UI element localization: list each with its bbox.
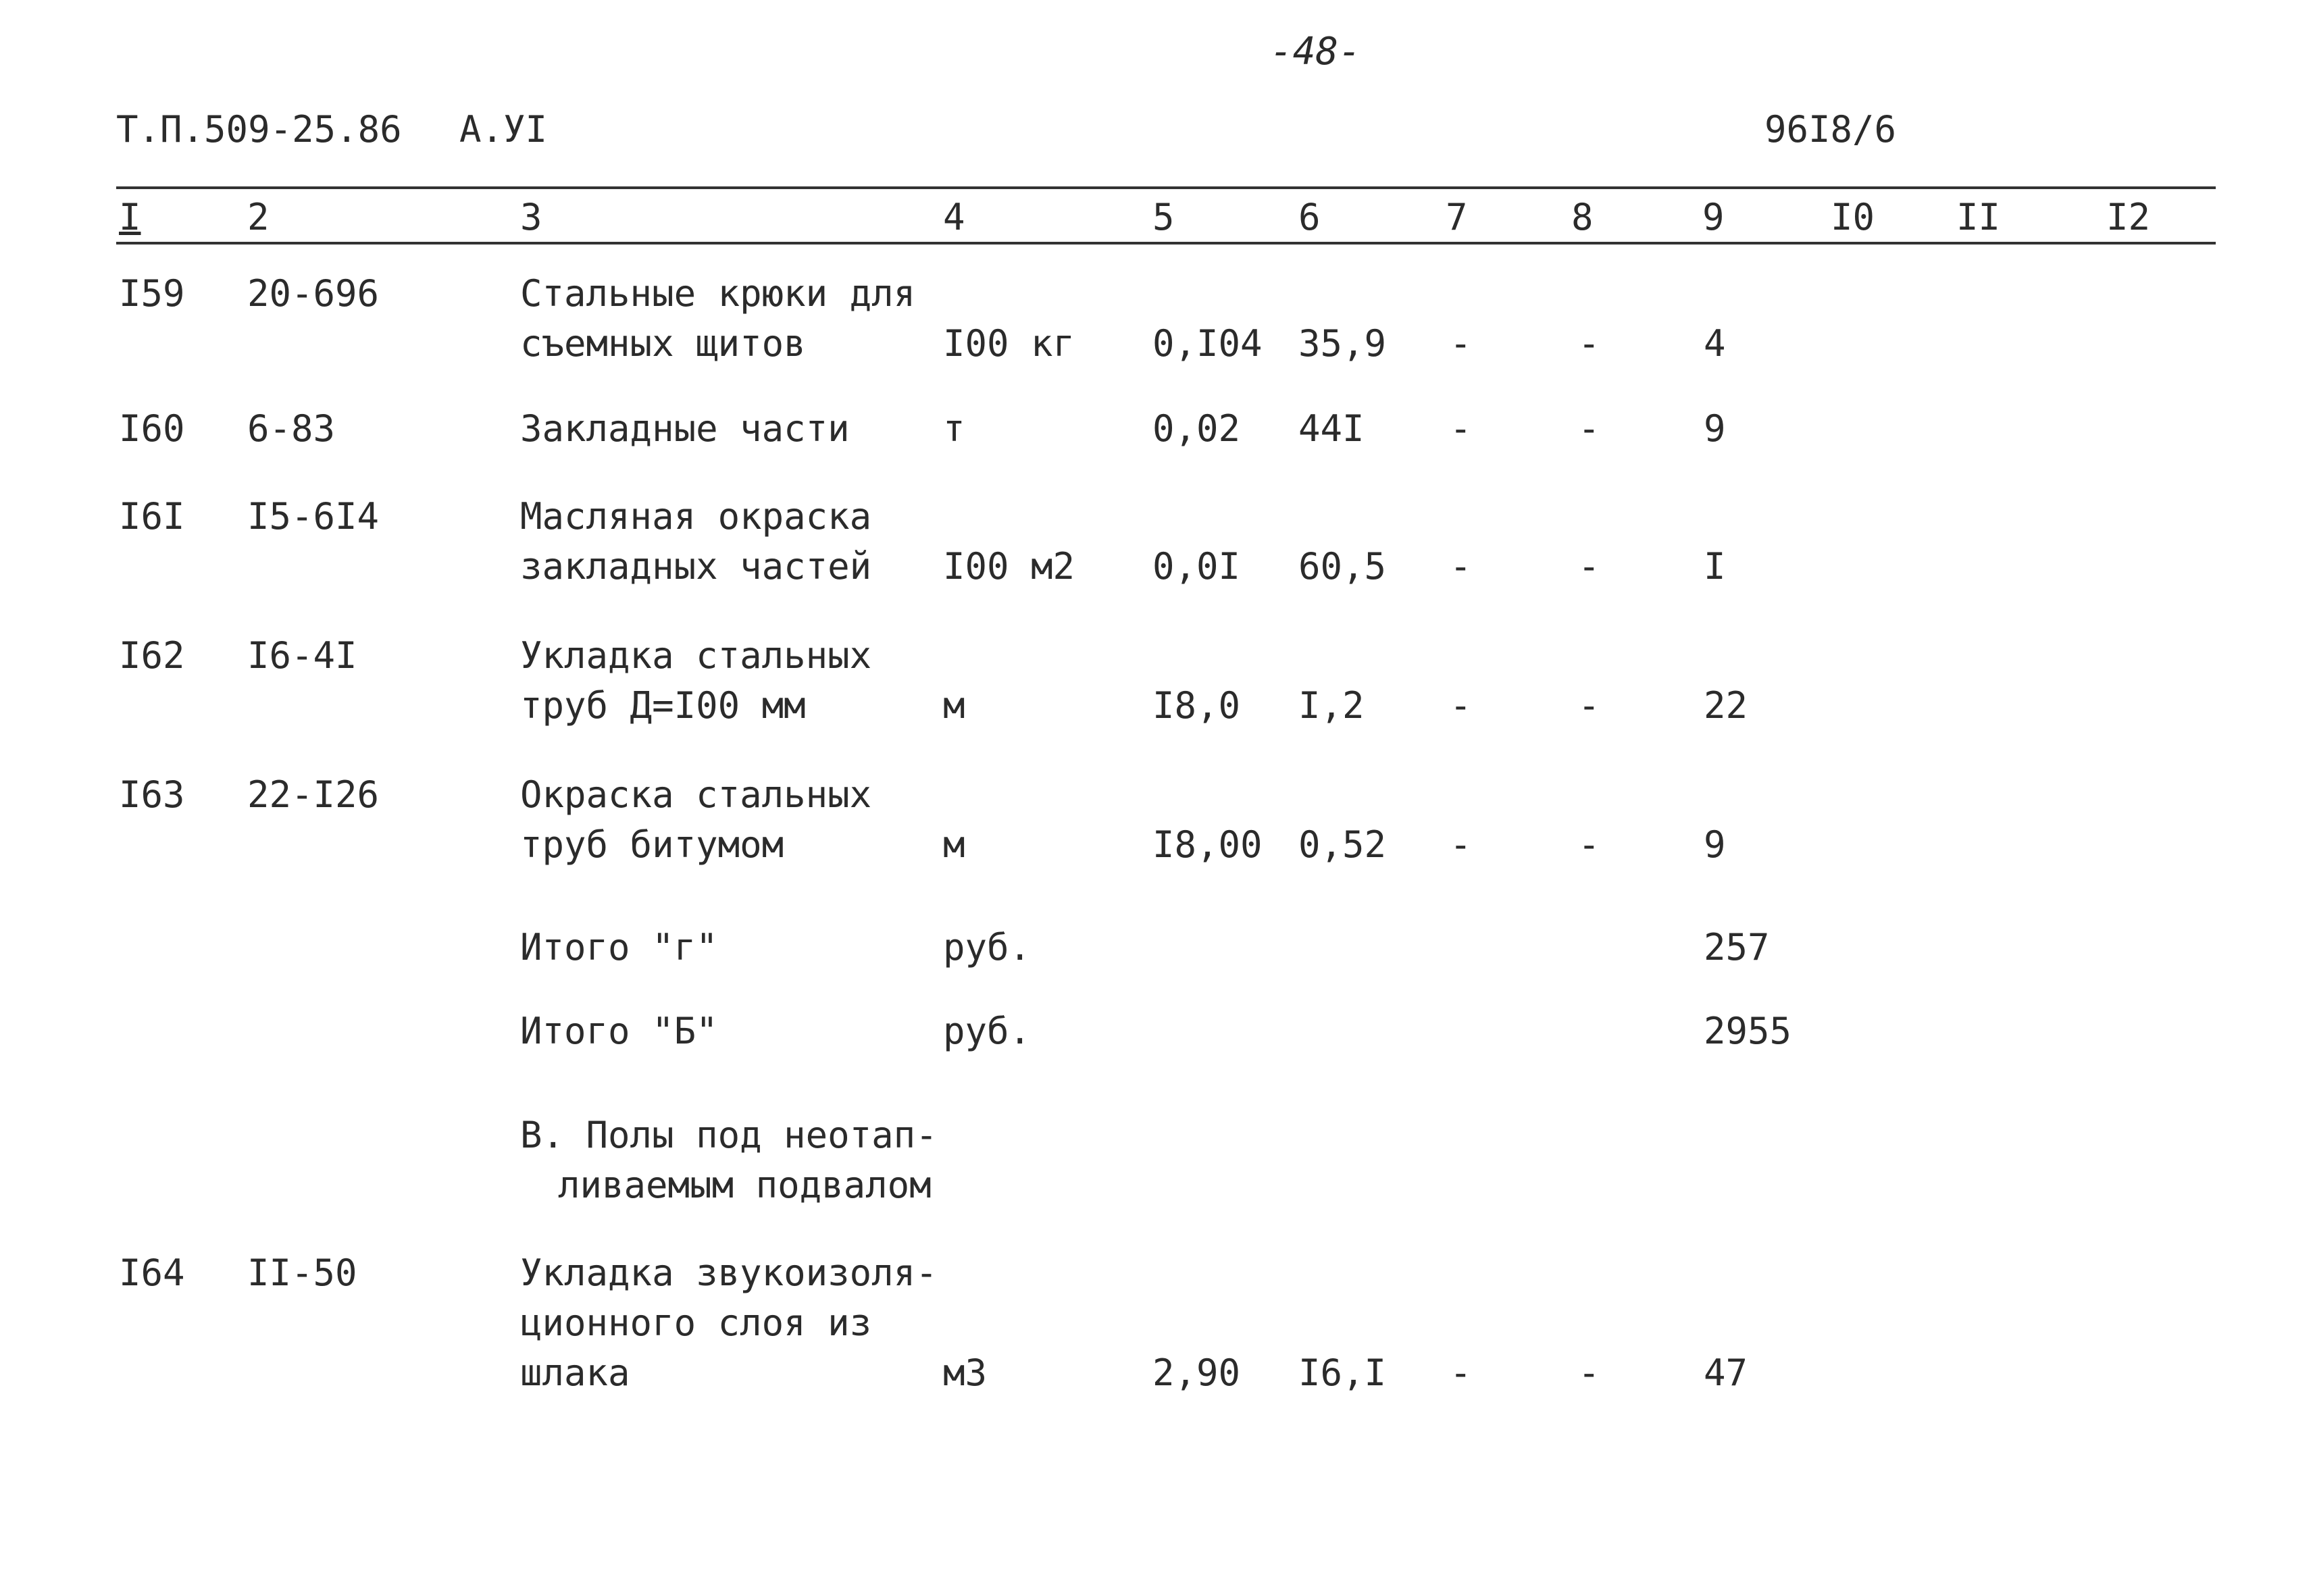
row-unit: м (943, 823, 965, 866)
section-title-line: В. Полы под неотап- (520, 1114, 938, 1156)
col-header-7: 7 (1446, 196, 1468, 238)
col-header-1: I (119, 196, 141, 238)
row-desc-line: Стальные крюки для (520, 272, 916, 315)
row-desc-line: ционного слоя из (520, 1302, 872, 1344)
row-desc-line: закладных частей (520, 545, 872, 588)
total-unit: руб. (943, 1010, 1032, 1052)
row-col9: 22 (1704, 684, 1748, 727)
row-code: I5-6I4 (247, 495, 380, 538)
row-col8: - (1578, 684, 1600, 727)
page-number: -48- (1270, 30, 1361, 74)
row-qty: 0,0I (1152, 545, 1241, 588)
row-qty: 0,02 (1152, 407, 1241, 450)
total-label: Итого "г" (520, 926, 718, 969)
row-desc-line: труб Д=I00 мм (520, 684, 806, 727)
header-rule (116, 242, 2216, 244)
row-number: I63 (119, 773, 185, 816)
row-unit: м (943, 684, 965, 727)
total-unit: руб. (943, 926, 1032, 969)
row-desc-line: шлака (520, 1352, 630, 1394)
col-header-6: 6 (1298, 196, 1321, 238)
row-number: I6I (119, 495, 185, 538)
col-header-9: 9 (1702, 196, 1725, 238)
row-qty: 0,I04 (1152, 322, 1263, 365)
row-price: 35,9 (1298, 322, 1387, 365)
section-title-line: ливаемым подвалом (558, 1164, 932, 1206)
row-unit: I00 кг (943, 322, 1075, 365)
row-col7: - (1450, 545, 1472, 588)
row-number: I64 (119, 1252, 185, 1294)
row-desc-line: Укладка стальных (520, 634, 872, 677)
row-desc-line: Окраска стальных (520, 773, 872, 816)
row-desc-line: съемных щитов (520, 322, 806, 365)
row-qty: I8,00 (1152, 823, 1263, 866)
row-col7: - (1450, 1352, 1472, 1394)
row-col7: - (1450, 322, 1472, 365)
col-header-3: 3 (520, 196, 542, 238)
row-unit: т (943, 407, 965, 450)
top-rule (116, 186, 2216, 189)
col-header-8: 8 (1571, 196, 1594, 238)
row-col9: 9 (1704, 407, 1726, 450)
row-code: 6-83 (247, 407, 336, 450)
total-value: 2955 (1704, 1010, 1792, 1052)
row-desc-line: Масляная окраска (520, 495, 872, 538)
row-price: I,2 (1298, 684, 1365, 727)
row-code: 20-696 (247, 272, 380, 315)
row-number: I62 (119, 634, 185, 677)
doc-section: А.УI (459, 108, 548, 151)
row-col9: 47 (1704, 1352, 1748, 1394)
col-header-10: I0 (1831, 196, 1875, 238)
row-col9: 4 (1704, 322, 1726, 365)
row-unit: I00 м2 (943, 545, 1075, 588)
row-number: I60 (119, 407, 185, 450)
row-col8: - (1578, 1352, 1600, 1394)
total-label: Итого "Б" (520, 1010, 718, 1052)
row-col7: - (1450, 684, 1472, 727)
row-col8: - (1578, 545, 1600, 588)
row-col8: - (1578, 322, 1600, 365)
col-header-12: I2 (2106, 196, 2151, 238)
row-price: I6,I (1298, 1352, 1387, 1394)
doc-code: Т.П.509-25.86 (116, 108, 402, 151)
sheet-number: 96I8/6 (1764, 108, 1897, 151)
row-code: 22-I26 (247, 773, 380, 816)
row-unit: м3 (943, 1352, 988, 1394)
row-col8: - (1578, 823, 1600, 866)
row-code: II-50 (247, 1252, 357, 1294)
row-price: 44I (1298, 407, 1365, 450)
row-col7: - (1450, 407, 1472, 450)
row-code: I6-4I (247, 634, 357, 677)
col-header-4: 4 (943, 196, 965, 238)
row-desc-line: Укладка звукоизоля- (520, 1252, 938, 1294)
row-desc-line: Закладные части (520, 407, 850, 450)
row-col7: - (1450, 823, 1472, 866)
row-qty: 2,90 (1152, 1352, 1241, 1394)
row-price: 0,52 (1298, 823, 1387, 866)
total-value: 257 (1704, 926, 1770, 969)
row-col9: 9 (1704, 823, 1726, 866)
row-number: I59 (119, 272, 185, 315)
col-header-5: 5 (1152, 196, 1175, 238)
row-qty: I8,0 (1152, 684, 1241, 727)
row-col8: - (1578, 407, 1600, 450)
col-header-2: 2 (247, 196, 270, 238)
row-desc-line: труб битумом (520, 823, 784, 866)
row-price: 60,5 (1298, 545, 1387, 588)
row-col9: I (1704, 545, 1726, 588)
col-header-11: II (1956, 196, 2001, 238)
